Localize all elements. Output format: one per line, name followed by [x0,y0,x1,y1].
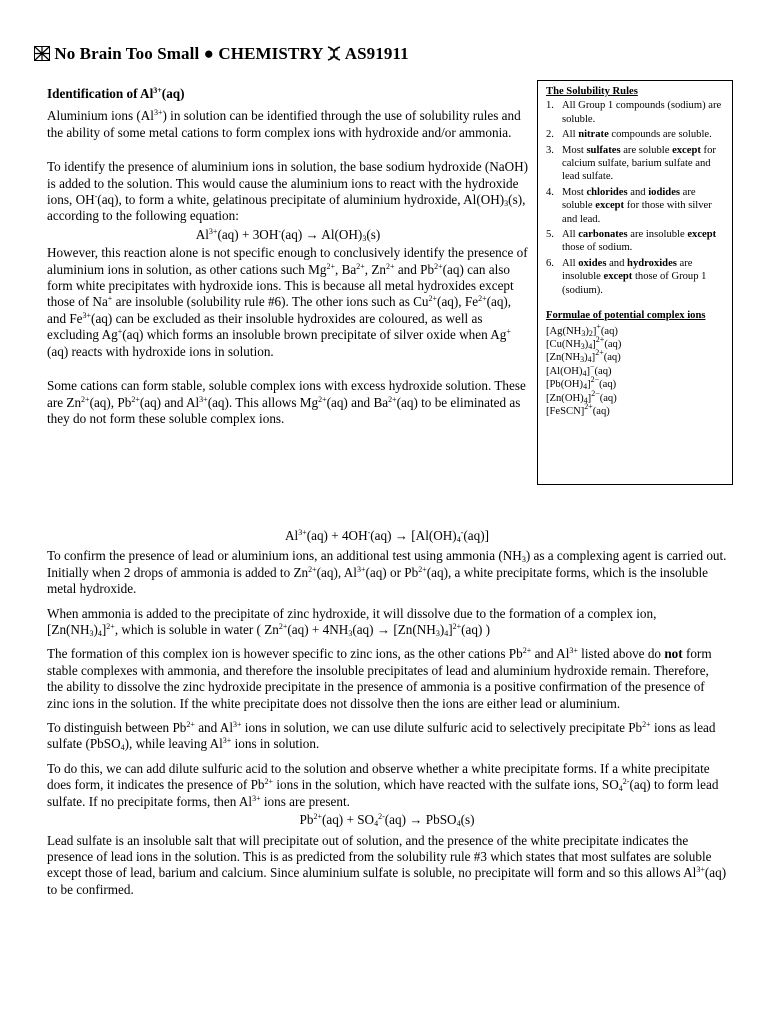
solubility-rules-title: The Solubility Rules [546,86,638,97]
list-item: 4. Most chlorides and iodides are soluble except for those with silver and lead. [546,186,712,225]
lower-section [47,528,727,906]
paragraph-specificity: However, this reaction alone is not specific enough to conclusively identify the presence of aluminium ions in solution, as other cations such $Mg^{2+}$, $Ba^{2+}$, $Zn^{2+}$ and $Pb^{2+}(aq)$ can also form white precipitates with hydroxide ions. This is because all metal hydroxides except those of Na+ are insoluble (solubility rule #6). The other ions such as $Cu^{2+}(aq)$, $Fe^{2+}(aq)$, and $Fe^{3+}(aq)$ can be excluded as their insoluble hydroxides are coloured, as well as excluding Ag+(aq) which forms an insoluble brown precipitate of silver oxide when Ag+(aq) reacts with hydroxide ions in solution. [47,245,528,359]
paragraph-conclusion: Lead sulfate is an insoluble salt that will precipitate out of solution, and the presence of the white precipitate indicates the presence of lead ions in the solution. This is as predicted from the solubility rule #3 which states that most sulfates are soluble except those of lead, barium and calcium. Since aluminium sulfate is soluble, no precipitate will form and so this allows $Al^{3+}(aq)$ to be confirmed. [47,832,727,897]
complex-ion-formula: $[Al(OH)_4]^-(aq)$ [546,361,612,378]
main-column [47,86,529,429]
complex-ion-formula: $[Cu(NH_3)_4]^{2+}(aq)$ [546,334,622,351]
list-item: 2. All nitrate compounds are soluble. [546,129,712,141]
brain-logo-icon [34,46,50,66]
paragraph-sulfuric-acid: To do this, we can add dilute sulfuric acid to the solution and observe whether a white precipitate forms. If a white precipitate does form, it indicates the presence of $Pb^{2+}$ ions in the solution, which have reacted with the sulfate ions, $SO_4^{2-}(aq)$ to form lead sulfate. If no precipitate forms, then $Al^{3+}$ ions are present. [47,760,719,809]
subject-label: CHEMISTRY [218,44,323,63]
complex-ion-formula: $[Ag(NH_3)_2]^+(aq)$ [546,321,618,338]
paragraph-complex-ions: Some cations can form stable, soluble complex ions with excess hydroxide solution. These are $Zn^{2+}(aq)$, $Pb^{2+}(aq)$ and $Al^{3+}(aq)$. This allows $Mg^{2+}(aq)$ and $Ba^{2+}(aq)$ to be eliminated as they do not form these soluble complex ions. [47,378,526,426]
solubility-rules-box [537,80,733,485]
complex-ion-formula: $[Pb(OH)_4]^{2-}(aq)$ [546,375,617,392]
equation-aluminium-hydroxide: $Al^{3+}(aq) + 3OH^-(aq) \to Al(OH)_3(s)$ [195,226,381,243]
paragraph-ammonia: To confirm the presence of lead or aluminium ions, an additional test using ammonia $(NH_3)$ as a complexing agent is carried out. Initially when 2 drops of ammonia is added to $Zn^{2+}(aq)$, $Al^{3+}(aq)$ or $Pb^{2+}(aq)$, a white precipitate forms, which is the insoluble metal hydroxide. [47,548,727,597]
bullet-icon: ● [203,44,215,63]
equation-lead-sulfate: $Pb^{2+}(aq) + SO_4^{2-}(aq)$ → PbSO$_4$(s) [299,812,475,829]
equation-aluminate: $Al^{3+}(aq) + 4OH^-(aq) \to [Al(OH)_4^-(aq)]$ [285,528,489,544]
solubility-rules-list [546,99,725,297]
paragraph-distinguish: To distinguish between $Pb^{2+}$ and $Al^{3+}$ ions in solution, we can use dilute sulfuric acid to selectively precipitate $Pb^{2+}$ ions as lead sulfate (PbSO$_4$), while leaving $Al^{3+}$ ions in solution. [47,720,716,753]
paragraph-intro: Aluminium ions $(Al^{3+})$ in solution can be identified through the use of solubility rules and the ability of some metal cations to form complex ions with hydroxide and/or ammonia. [47,108,521,140]
complex-ion-formula: $[Zn(OH)_4]^{2-}(aq)$ [546,388,617,405]
brand-name: No Brain Too Small [54,44,200,63]
list-item: 3. Most sulfates are soluble except for calcium sulfate, barium sulfate and lead sulfate. [546,144,716,183]
paragraph-specific-zinc: The formation of this complex ion is however specific to zinc ions, as the other cations $Pb^{2+}$ and $Al^{3+}$ listed above do not form stable complexes with ammonia, and therefore the insoluble precipitates of lead and aluminium hydroxide remain. Therefore, the ability to dissolve the zinc hydroxide precipitate in the presence of ammonia is a positive confirmation of the presence of zinc ions in the solution. If the white precipitate does not dissolve then the ions are either lead or aluminium. [47,646,712,711]
complex-ion-formula: $[Zn(NH_3)_4]^{2+}(aq)$ [546,348,621,365]
section-title: Identification of $Al^{3+}(aq)$ [47,86,185,101]
paragraph-zinc-complex: When ammonia is added to the precipitate of zinc hydroxide, it will dissolve due to the formation of a complex ion, $[Zn(NH_3)_4]^{2+}$, which is soluble in water ( $Zn^{2+}(aq) + 4NH_3(aq) \to [Zn(NH_3)_4]^{2+}(aq)$ ) [47,605,657,639]
page-header [34,44,734,66]
complex-ion-formula: [FeSCN]$^{2+}$(aq) [546,401,610,417]
paragraph-naoh: To identify the presence of aluminium ions in solution, the base sodium hydroxide (NaOH) is added to the solution. This would cause the aluminium ions to react with the hydroxide ions, OH-(aq), to form a white, gelatinous precipitate of aluminium hydroxide, $Al(OH)_3(s)$, according to the following equation: [47,159,529,224]
list-item: 6. All oxides and hydroxides are insoluble except those of Group 1 (sodium). [546,257,707,296]
complex-ions-title: Formulae of potential complex ions [546,310,706,322]
list-item: 5. All carbonates are insoluble except those of sodium. [546,229,717,254]
list-item: 1. All Group 1 compounds (sodium) are soluble. [546,100,722,125]
standard-code: AS91911 [344,44,409,63]
dna-icon [327,46,341,66]
